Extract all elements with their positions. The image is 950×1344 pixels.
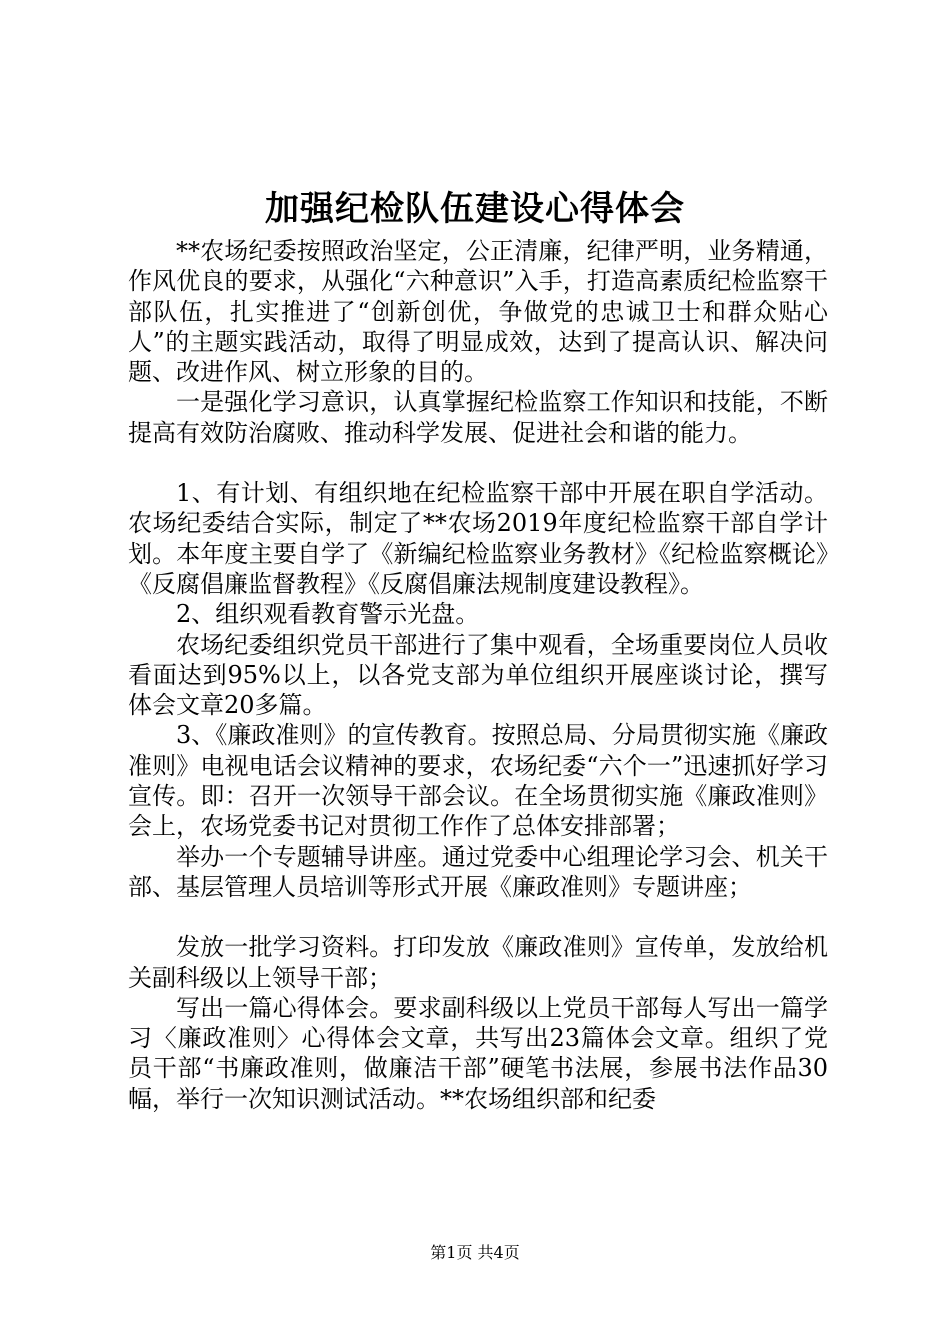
paragraph-intro: **农场纪委按照政治坚定，公正清廉，纪律严明，业务精通，作风优良的要求，从强化“六种意识”入手，打造高素质纪检监察干部队伍，扎实推进了“创新创优，争做党的忠诚卫士和群众贴心人”的主题实践活动，取得了明显成效，达到了提高认识、解决问题、改进作风、树立形象的目的。 <box>128 237 828 387</box>
document-body <box>128 236 828 1114</box>
paragraph-lecture: 举办一个专题辅导讲座。通过党委中心组理论学习会、机关干部、基层管理人员培训等形式开展《廉政准则》专题讲座； <box>128 842 828 901</box>
paragraph-section-one: 一是强化学习意识，认真掌握纪检监察工作知识和技能，不断提高有效防治腐败、推动科学发展、促进社会和谐的能力。 <box>128 388 828 447</box>
document-title: 加强纪检队伍建设心得体会 <box>265 189 685 229</box>
page-number-footer: 第1页 共4页 <box>430 1243 520 1262</box>
paragraph-essay: 写出一篇心得体会。要求副科级以上党员干部每人写出一篇学习〈廉政准则〉心得体会文章，共写出23篇体会文章。组织了党员干部“书廉政准则，做廉洁干部”硬笔书法展，参展书法作品30幅，举行一次知识测试活动。**农场组织部和纪委 <box>128 993 828 1113</box>
paragraph-materials: 发放一批学习资料。打印发放《廉政准则》宣传单，发放给机关副科级以上领导干部； <box>128 933 828 992</box>
paragraph-item-1: 1、有计划、有组织地在纪检监察干部中开展在职自学活动。农场纪委结合实际，制定了**农场2019年度纪检监察干部自学计划。本年度主要自学了《新编纪检监察业务教材》《纪检监察概论》《反腐倡廉监督教程》《反腐倡廉法规制度建设教程》。 <box>128 479 828 598</box>
paragraph-item-2: 2、组织观看教育警示光盘。 <box>176 600 480 629</box>
paragraph-item-3: 3、《廉政准则》的宣传教育。按照总局、分局贯彻实施《廉政准则》电视电话会议精神的要求，农场纪委“六个一”迅速抓好学习宣传。即：召开一次领导干部会议。在全场贯彻实施《廉政准则》会上，农场党委书记对贯彻工作作了总体安排部署； <box>128 721 828 841</box>
paragraph-item-2-detail: 农场纪委组织党员干部进行了集中观看，全场重要岗位人员收看面达到95%以上，以各党支部为单位组织开展座谈讨论，撰写体会文章20多篇。 <box>128 630 828 720</box>
